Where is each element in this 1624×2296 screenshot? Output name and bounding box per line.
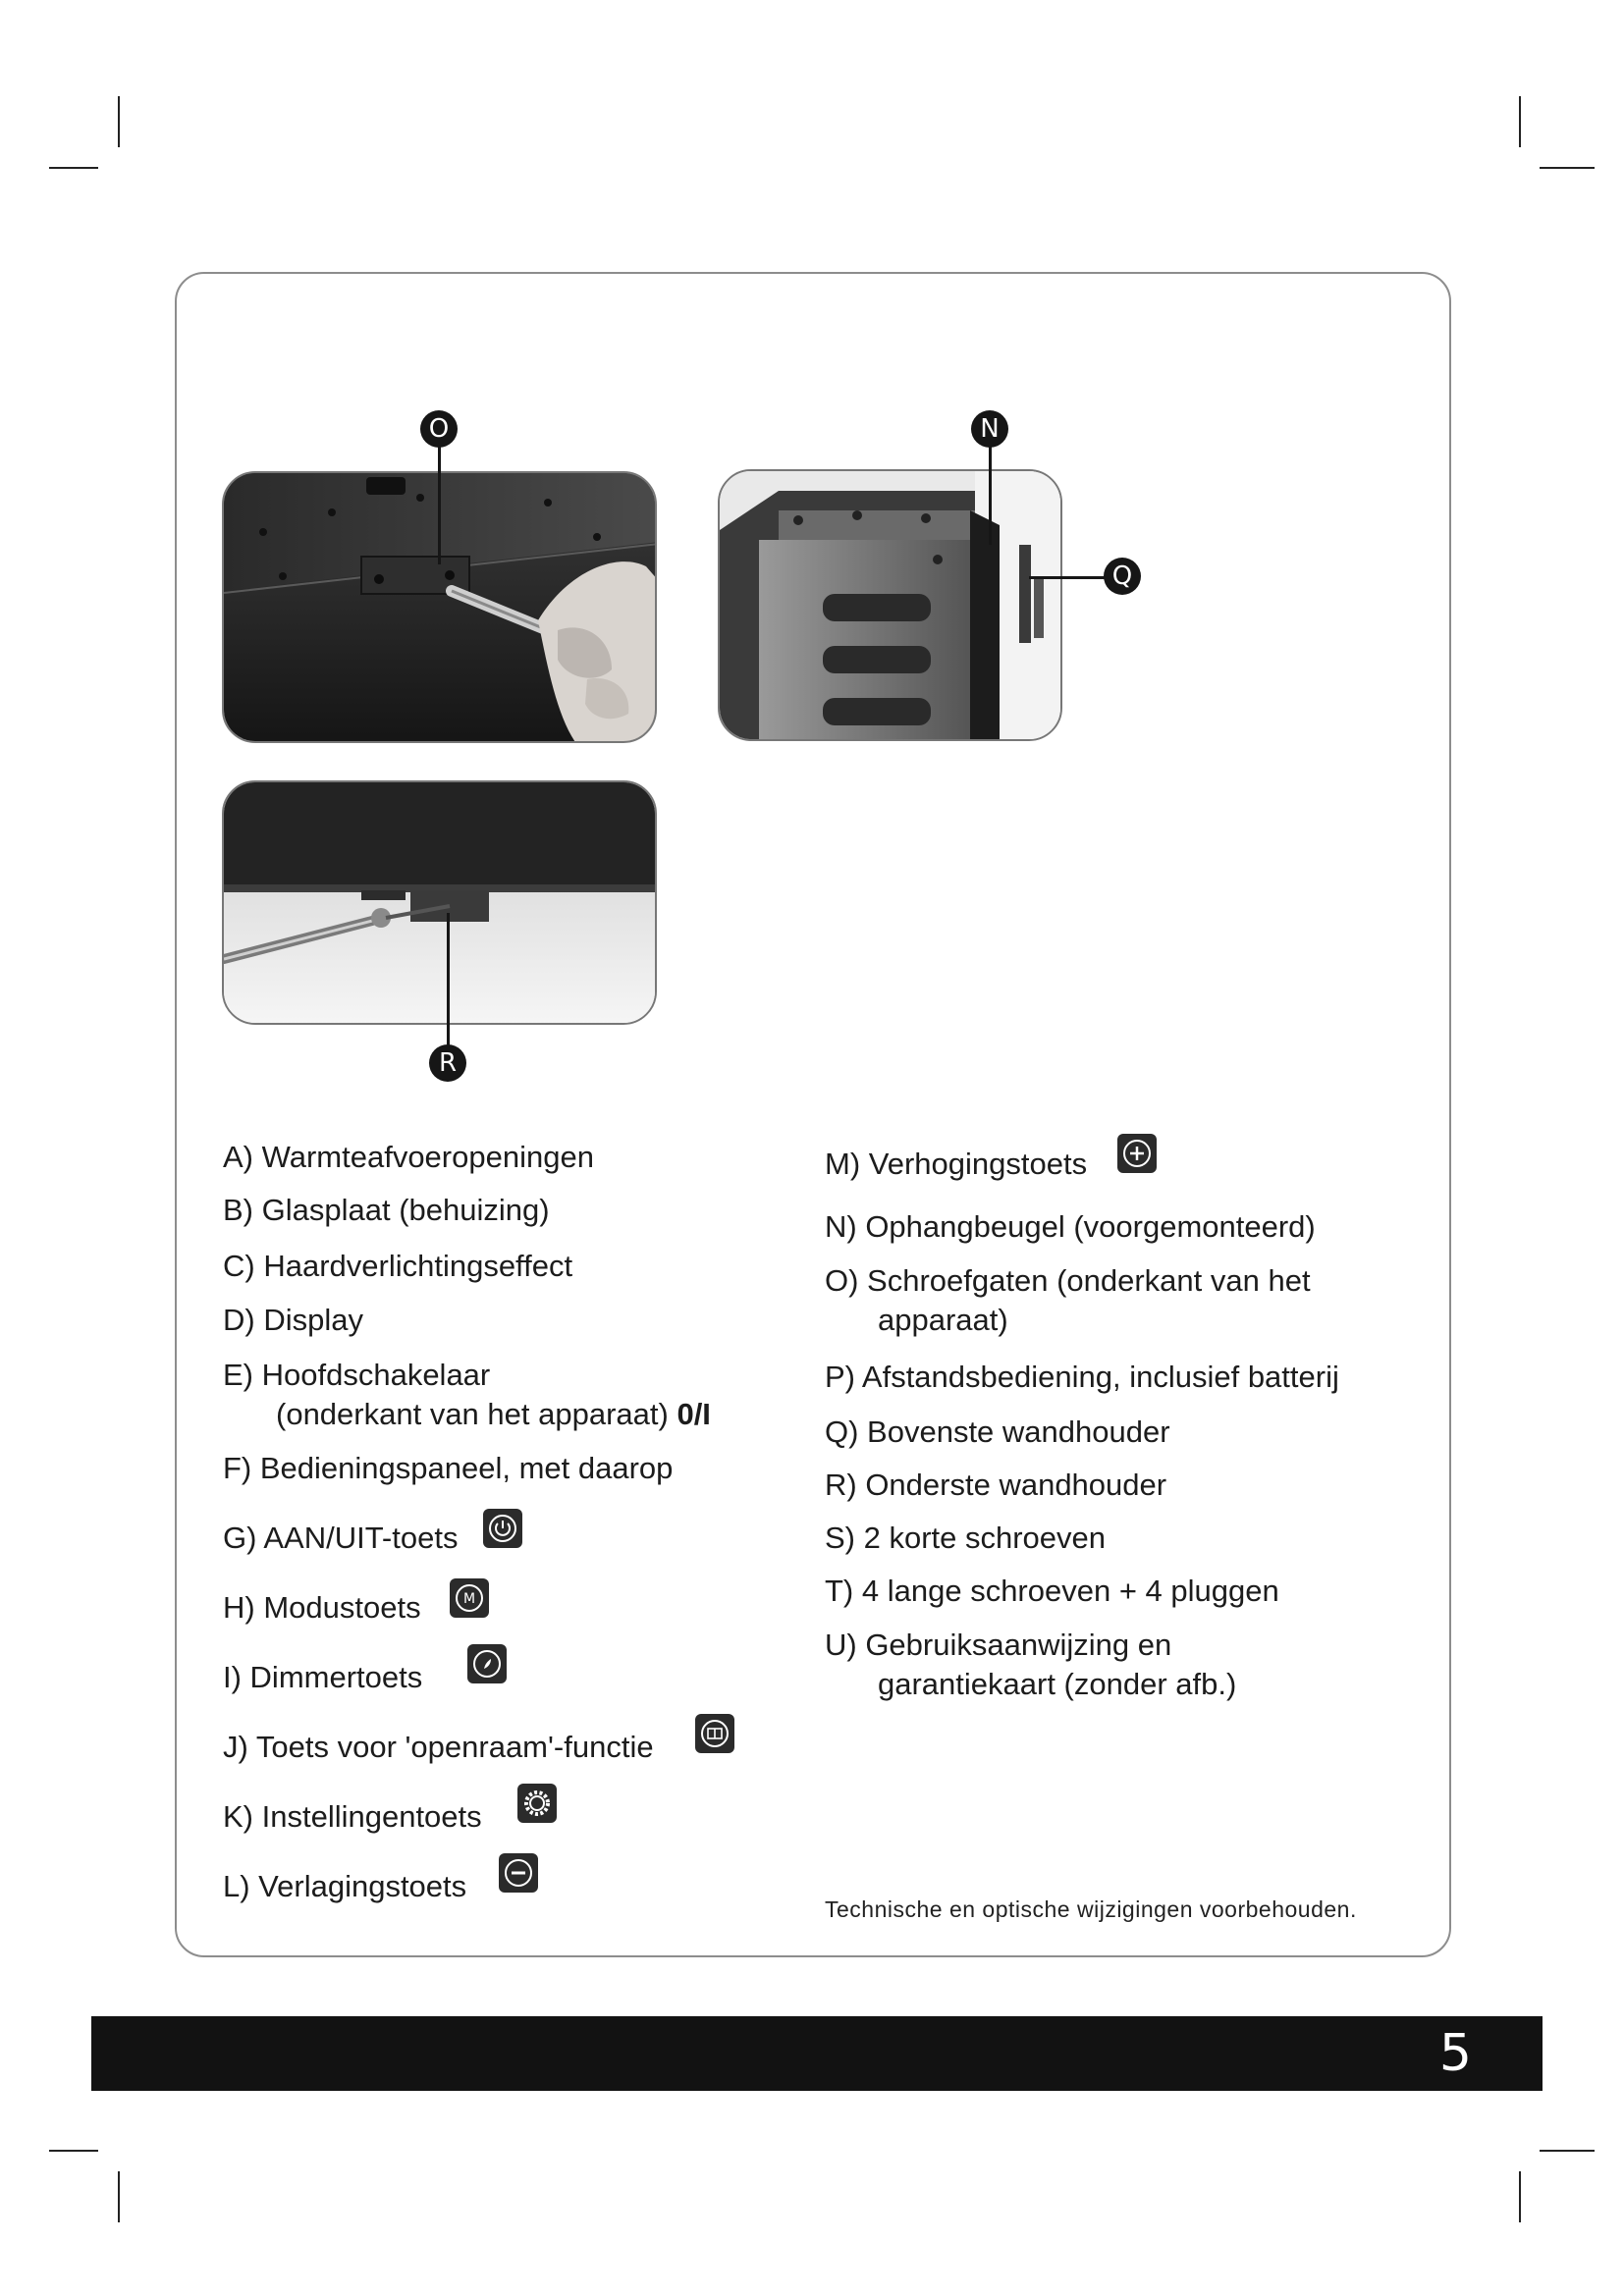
mode-m-icon	[450, 1578, 489, 1618]
crop-mark	[118, 2171, 120, 2222]
leader-line-o	[438, 447, 441, 564]
callout-q: Q	[1104, 558, 1141, 595]
list-item-i: I) Dimmertoets	[223, 1660, 423, 1694]
crop-mark	[49, 167, 98, 169]
list-item-l: L) Verlagingstoets	[223, 1869, 467, 1903]
crop-mark	[1519, 2171, 1521, 2222]
callout-o: O	[420, 410, 458, 448]
settings-gear-icon	[517, 1784, 557, 1823]
callout-n: N	[971, 410, 1008, 448]
list-item-m: M) Verhogingstoets	[825, 1147, 1088, 1181]
photo-lower-bracket	[222, 780, 657, 1025]
list-item-q: Q) Bovenste wandhouder	[825, 1415, 1170, 1449]
list-item-e: E) Hoofdschakelaar (onderkant van het apparaat) 0/I	[223, 1358, 711, 1431]
minus-icon	[499, 1853, 538, 1893]
list-item-k: K) Instellingentoets	[223, 1799, 482, 1834]
list-item-o: O) Schroefgaten (onderkant van het apparaat)	[825, 1263, 1311, 1337]
crop-mark	[118, 96, 120, 147]
open-window-icon	[695, 1714, 734, 1753]
footer-bar	[91, 2016, 1543, 2091]
photo-wall-bracket	[718, 469, 1062, 741]
list-item-p: P) Afstandsbediening, inclusief batterij	[825, 1360, 1339, 1394]
list-item-t: T) 4 lange schroeven + 4 pluggen	[825, 1574, 1279, 1608]
crop-mark	[1540, 167, 1595, 169]
list-item-u: U) Gebruiksaanwijzing en garantiekaart (zonder afb.)	[825, 1628, 1237, 1701]
power-icon	[483, 1509, 522, 1548]
list-item-s: S) 2 korte schroeven	[825, 1521, 1107, 1555]
list-item-r: R) Onderste wandhouder	[825, 1468, 1167, 1502]
switch-label: 0/I	[677, 1397, 711, 1431]
svg-text:M: M	[462, 1591, 476, 1607]
crop-mark	[1540, 2150, 1595, 2152]
disclaimer-note: Technische en optische wijzigingen voorbehouden.	[825, 1896, 1357, 1922]
callout-r: R	[429, 1044, 466, 1082]
list-item-g: G) AAN/UIT-toets	[223, 1521, 459, 1555]
list-item-j: J) Toets voor 'openraam'-functie	[223, 1730, 654, 1764]
list-item-n: N) Ophangbeugel (voorgemonteerd)	[825, 1209, 1316, 1244]
plus-icon	[1117, 1134, 1157, 1173]
crop-mark	[49, 2150, 98, 2152]
leader-line-q	[1029, 576, 1106, 579]
leader-line-n	[989, 447, 992, 545]
crop-mark	[1519, 96, 1521, 147]
list-item-d: D) Display	[223, 1303, 363, 1337]
list-item-f: F) Bedieningspaneel, met daarop	[223, 1451, 674, 1485]
list-item-c: C) Haardverlichtingseffect	[223, 1249, 573, 1283]
list-item-b: B) Glasplaat (behuizing)	[223, 1193, 550, 1227]
list-item-h: H) Modustoets	[223, 1590, 421, 1625]
list-item-a: A) Warmteafvoeropeningen	[223, 1140, 594, 1174]
page-number: 5	[1438, 2024, 1472, 2083]
dimmer-icon	[467, 1644, 507, 1683]
leader-line-r	[447, 913, 450, 1050]
